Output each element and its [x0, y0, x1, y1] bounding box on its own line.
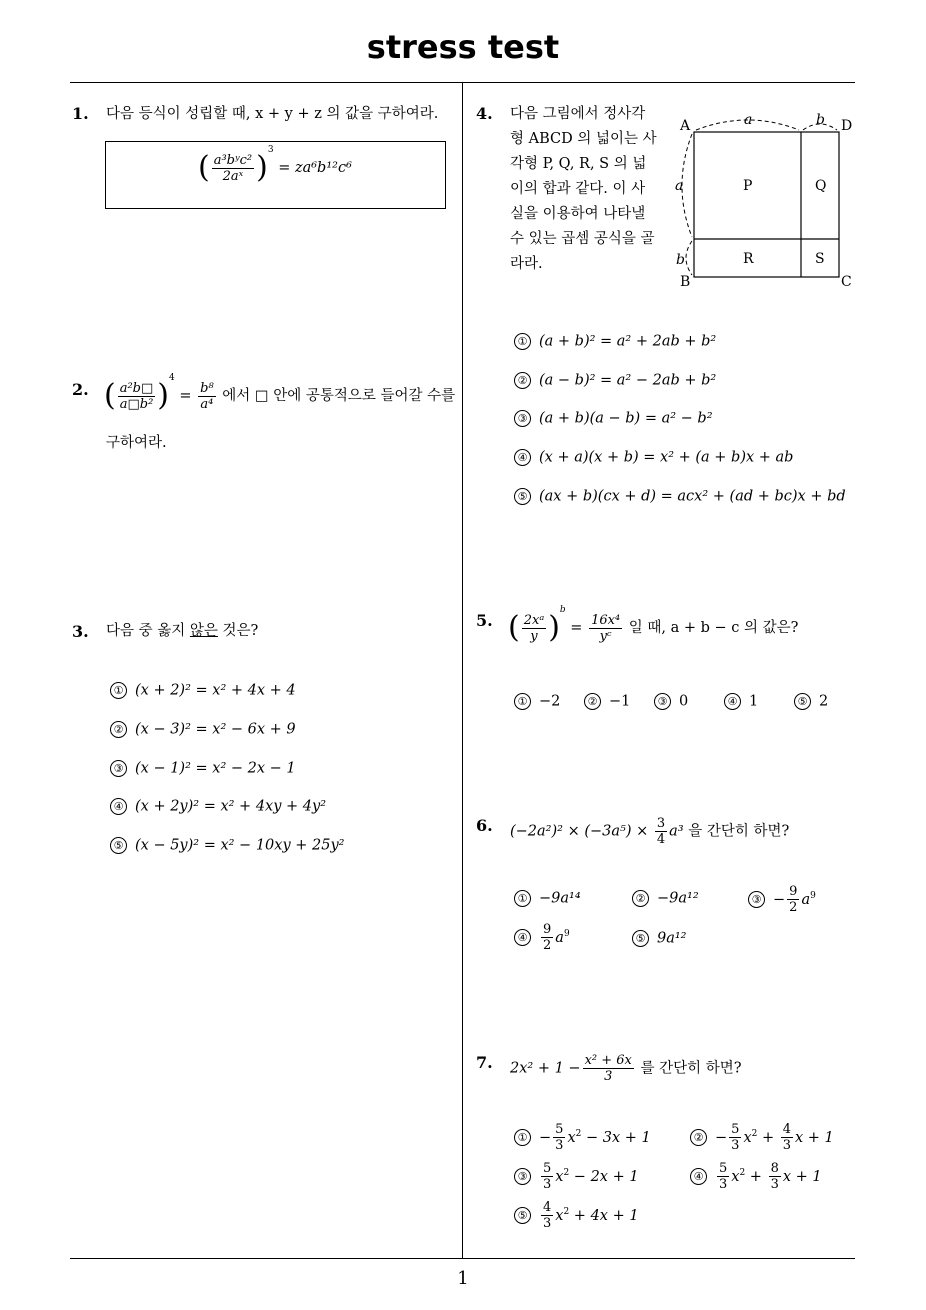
- question-4-line-4: 이의 합과 같다. 이 사: [510, 181, 646, 197]
- column-divider: [462, 83, 463, 1259]
- q2-rhs-denominator: a⁴: [200, 396, 214, 412]
- question-6-number: 6.: [476, 816, 493, 835]
- bottom-rule: [70, 1258, 855, 1259]
- question-2-number: 2.: [72, 380, 89, 399]
- q5-choice-3[interactable]: ③ 0: [654, 693, 688, 710]
- question-5-number: 5.: [476, 611, 493, 630]
- q6-frac-numerator: 3: [656, 816, 666, 831]
- q6-choice-2[interactable]: ② −9a¹²: [632, 890, 699, 907]
- q3-choice-2[interactable]: ② (x − 3)² = x² − 6x + 9: [110, 721, 296, 738]
- corner-b: B: [680, 274, 691, 290]
- side-label-top-a: a: [744, 112, 753, 128]
- q6-expr-pre: (−2a²)² × (−3a⁵) ×: [510, 823, 653, 840]
- q7-choice-1[interactable]: ① − $\frac{5}{3}$ $x^2 - 3x + 1$: [514, 1122, 651, 1153]
- question-2-text: 에서 □ 안에 공통적으로 들어갈 수를: [222, 388, 456, 404]
- question-5-expression: ( $\frac{\text{2xᵃ}}{y}$ )$^b$ = $\frac{\text{16x⁴}}{\text{yᶜ}}$ 일 때, a + b − c 의 값은?: [508, 605, 799, 645]
- q6-choice-4[interactable]: ④ $\frac{9}{2}$ $a^9$: [514, 922, 570, 953]
- question-4-line-7: 라라.: [510, 256, 543, 272]
- question-5-text: 일 때, a + b − c 의 값은?: [628, 620, 799, 636]
- question-6-text: 을 간단히 하면?: [688, 823, 790, 840]
- q1-numerator: a³bʸc²: [213, 152, 253, 168]
- question-7-text: 를 간단히 하면?: [640, 1060, 742, 1077]
- side-label-left-a: a: [675, 178, 684, 194]
- region-p: P: [743, 178, 753, 194]
- question-4-line-6: 수 있는 곱셈 공식을 골: [510, 231, 655, 247]
- question-4-number: 4.: [476, 104, 493, 123]
- question-2-text-line2: 구하여라.: [106, 435, 167, 451]
- q3-choice-5[interactable]: ⑤ (x − 5y)² = x² − 10xy + 25y²: [110, 837, 344, 854]
- q6-expr-post: a³: [669, 823, 684, 840]
- q4-choice-5[interactable]: ⑤ (ax + b)(cx + d) = acx² + (ad + bc)x + bd: [514, 488, 846, 505]
- q4-choice-2[interactable]: ② (a − b)² = a² − 2ab + b²: [514, 372, 716, 389]
- q6-frac-denominator: 4: [656, 832, 666, 847]
- region-q: Q: [815, 178, 827, 194]
- region-r: R: [743, 251, 754, 267]
- q7-expr-pre: 2x² + 1 −: [510, 1060, 581, 1077]
- brace-left-a: [682, 134, 692, 237]
- q2-rhs-numerator: b⁸: [200, 380, 214, 396]
- corner-d: D: [841, 118, 853, 134]
- q7-frac-denominator: 3: [604, 1069, 613, 1084]
- q7-choice-3[interactable]: ③ $\frac{5}{3}$ $x^2 - 2x + 1$: [514, 1161, 639, 1192]
- page-number: 1: [457, 1268, 469, 1289]
- side-label-top-b: b: [816, 112, 825, 128]
- q2-denominator: a□b²: [119, 396, 154, 412]
- q3-choice-1[interactable]: ① (x + 2)² = x² + 4x + 4: [110, 682, 296, 699]
- q5-power: b: [559, 605, 566, 615]
- question-7-number: 7.: [476, 1053, 493, 1072]
- question-7-expression: [510, 1053, 742, 1084]
- question-4-line-2: 형 ABCD 의 넓이는 사: [510, 131, 657, 147]
- q7-choice-4[interactable]: ④ $\frac{5}{3}$ $x^2$ + $\frac{8}{3}$ x + 1: [690, 1161, 822, 1192]
- question-2-expression: ( $\frac{\text{a²b□}}{\text{a□b²}}$ )$^4$ = $\frac{\text{b⁸}}{\text{a⁴}}$ 에서 □ 안에 공통적으로 들어갈 수를: [104, 373, 456, 413]
- q7-choice-2[interactable]: ② − $\frac{5}{3}$ $x^2$ + $\frac{4}{3}$ x + 1: [690, 1122, 834, 1153]
- question-4-line-5: 실을 이용하여 나타낼: [510, 206, 646, 222]
- q6-choice-3[interactable]: ③ − $\frac{9}{2}$ $a^9$: [748, 884, 816, 915]
- corner-c: C: [841, 274, 852, 290]
- q2-numerator: a²b□: [119, 380, 154, 396]
- q5-lhs-numerator: 2xᵃ: [523, 612, 545, 628]
- q3-choice-4[interactable]: ④ (x + 2y)² = x² + 4xy + 4y²: [110, 798, 326, 815]
- q5-choice-2[interactable]: ② −1: [584, 693, 630, 710]
- q5-choice-5[interactable]: ⑤ 2: [794, 693, 828, 710]
- question-3-number: 3.: [72, 622, 89, 641]
- q5-rhs-denominator: yᶜ: [599, 628, 612, 644]
- corner-a: A: [680, 118, 691, 134]
- side-label-left-b: b: [676, 252, 685, 268]
- question-4-square-figure: [670, 108, 860, 294]
- q7-choice-5[interactable]: ⑤ $\frac{4}{3}$ $x^2 + 4x + 1$: [514, 1200, 639, 1231]
- region-s: S: [815, 251, 825, 267]
- q1-power: 3: [267, 145, 274, 155]
- q5-choice-4[interactable]: ④ 1: [724, 693, 758, 710]
- q6-choice-5[interactable]: ⑤ 9a¹²: [632, 930, 687, 947]
- q1-rhs: = za⁶b¹²c⁶: [278, 160, 352, 176]
- question-4-line-1: 다음 그림에서 정사각: [510, 106, 646, 122]
- q4-choice-4[interactable]: ④ (x + a)(x + b) = x² + (a + b)x + ab: [514, 449, 793, 466]
- q2-power: 4: [169, 373, 175, 383]
- question-3-text: 다음 중 옳지 않은 것은?: [106, 623, 259, 639]
- q5-choice-1[interactable]: ① −2: [514, 693, 560, 710]
- page-title: stress test: [366, 28, 560, 66]
- q1-denominator: 2aˣ: [222, 168, 244, 184]
- q5-rhs-numerator: 16x⁴: [591, 612, 621, 628]
- question-6-expression: [510, 816, 789, 847]
- q7-frac-numerator: x² + 6x: [584, 1053, 632, 1068]
- question-1-equation: ( $\frac{\text{a³bʸc²}}{\text{2aˣ}}$ )$^3$ = za⁶b¹²c⁶: [198, 145, 352, 185]
- q6-choice-1[interactable]: ① −9a¹⁴: [514, 890, 581, 907]
- question-4-line-3: 각형 P, Q, R, S 의 넓: [510, 156, 647, 172]
- question-1-number: 1.: [72, 104, 89, 123]
- q4-choice-1[interactable]: ① (a + b)² = a² + 2ab + b²: [514, 333, 716, 350]
- brace-left-b: [686, 241, 692, 275]
- q3-choice-3[interactable]: ③ (x − 1)² = x² − 2x − 1: [110, 760, 296, 777]
- q4-choice-3[interactable]: ③ (a + b)(a − b) = a² − b²: [514, 410, 713, 427]
- q5-lhs-denominator: y: [530, 628, 538, 644]
- question-1-text: 다음 등식이 성립할 때, x + y + z 의 값을 구하여라.: [106, 106, 439, 122]
